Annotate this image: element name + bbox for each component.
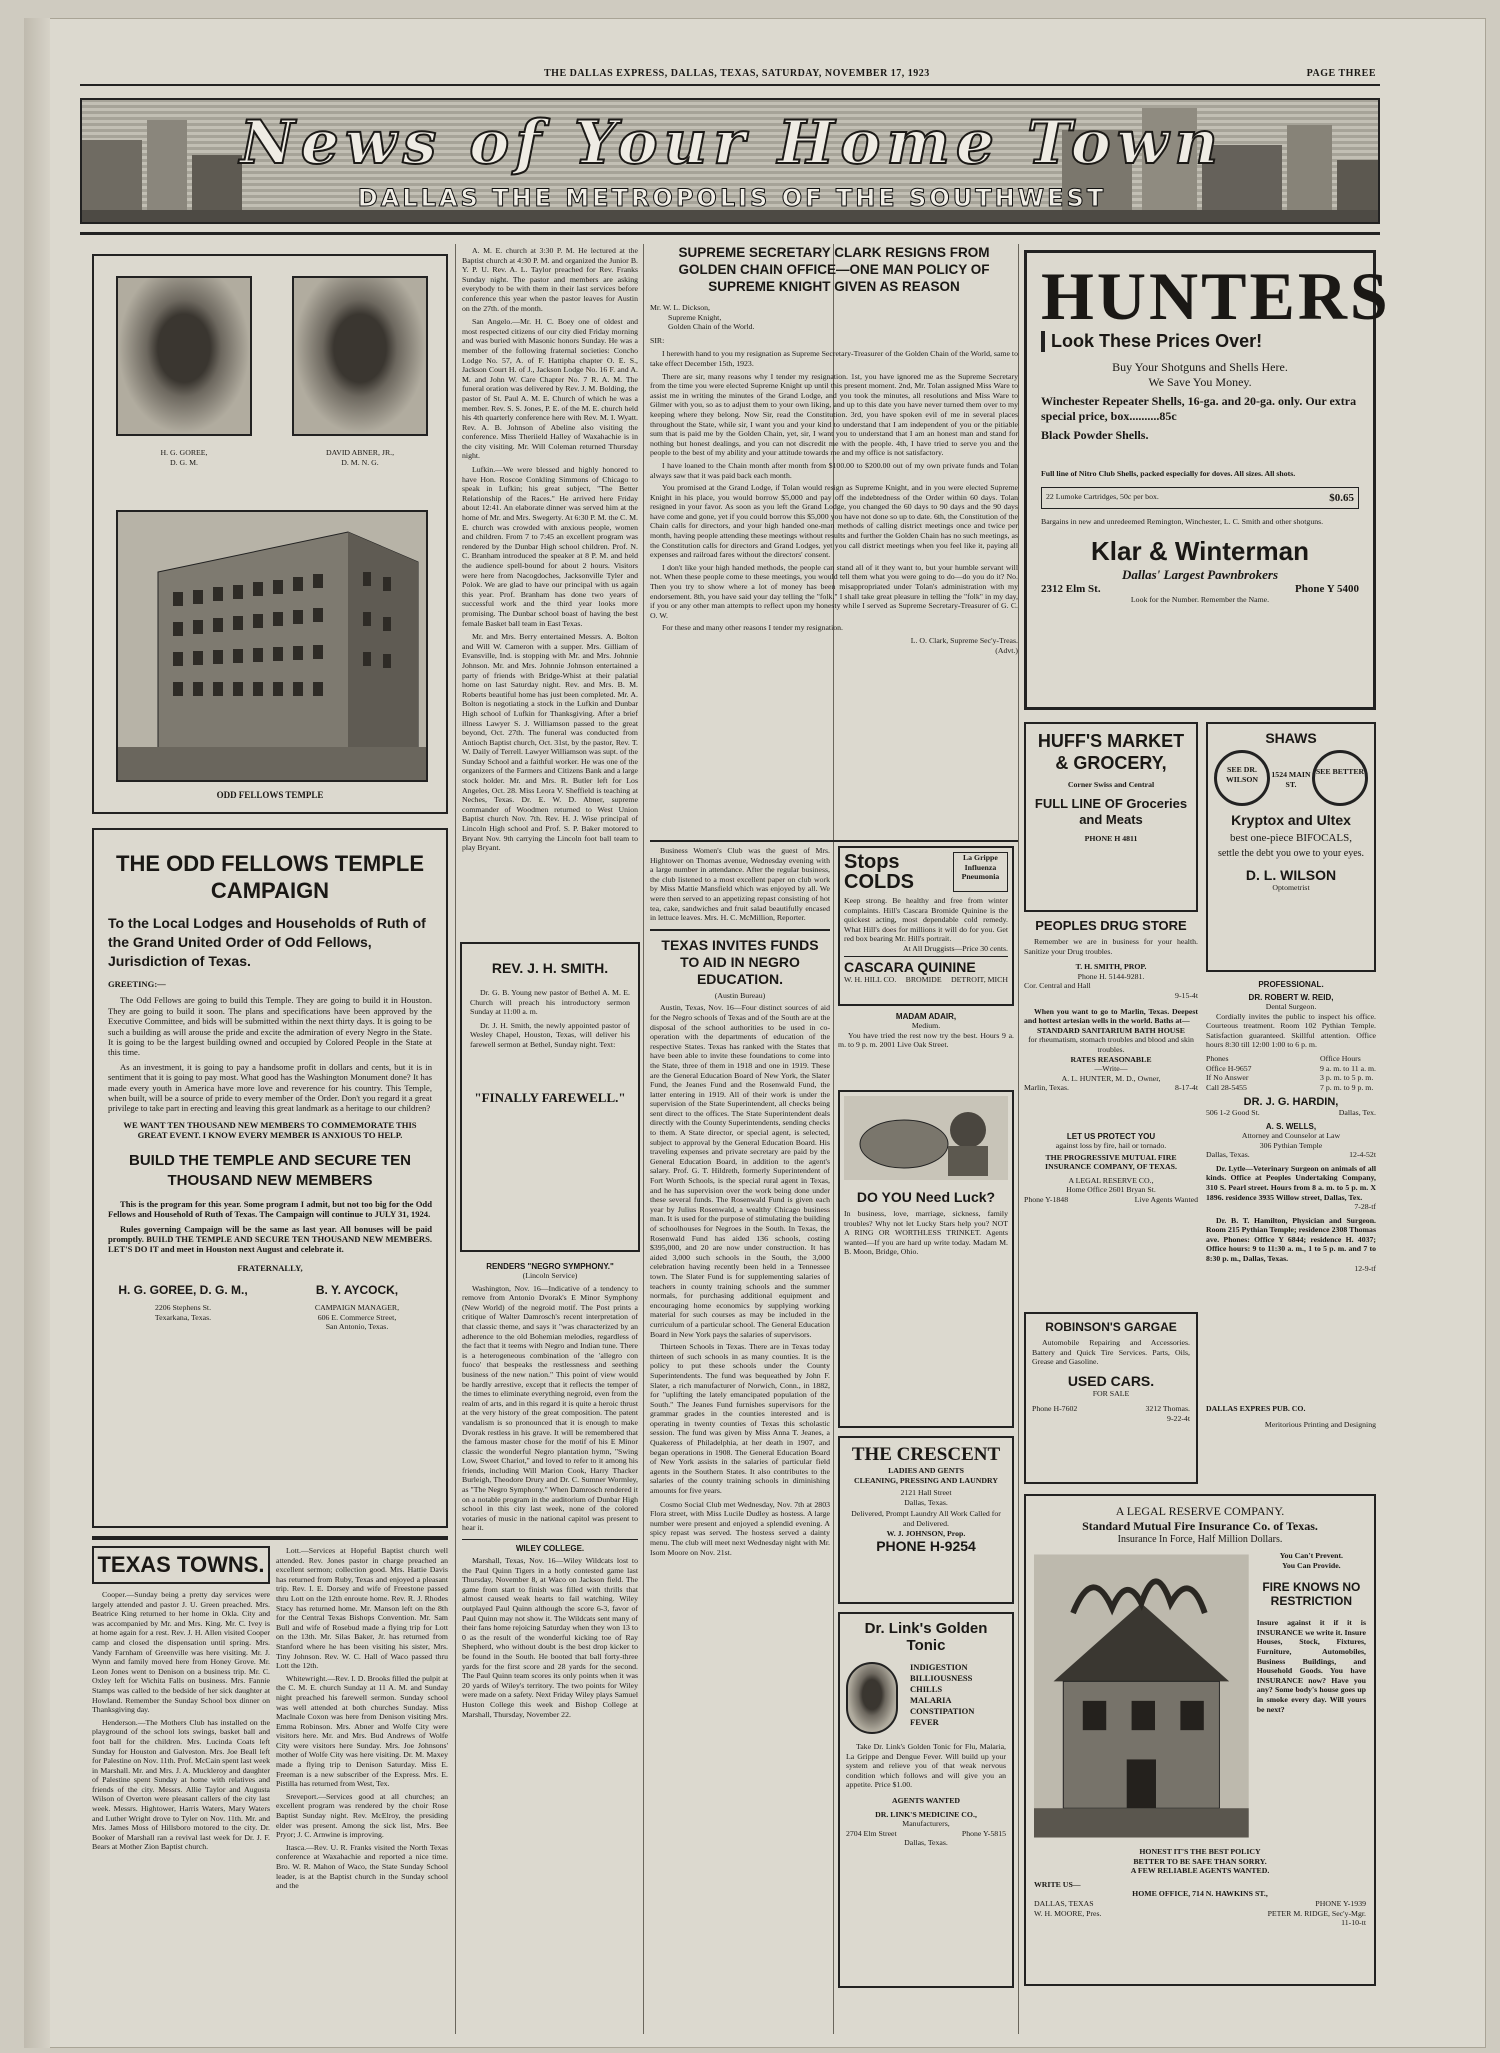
shaws-opt: Optometrist bbox=[1272, 883, 1310, 892]
klar-look: Look for the Number. Remember the Name. bbox=[1130, 595, 1270, 605]
marlin-owner: A. L. HUNTER, M. D., Owner, bbox=[1061, 1073, 1161, 1083]
link-title: Dr. Link's Golden Tonic bbox=[864, 1620, 988, 1654]
huff-corner: Corner Swiss and Central bbox=[1067, 780, 1155, 789]
towns-lott: Lott.—Services at Hopeful Baptist church well attended. Rev. Jones pastor in charge preached an excellent sermon; collection good. Mrs. Hattie Davis has returned from Ruby, Texas and enjoyed a pleasant trip. Rev. I. E. Dorsey and wife of Freestone passed thru Lott on the 12th enroute home. Rev. R. J. Rhodes Stacy has returned home. Mr. Manson left on the 8th for the Central Texas Bishops Convention. Mr. Sam Bull and wife of Rosebud made a flying trip for Lott on the 13th. Mr. Silas Baker, Jr. has returned from Stanford where he has been visiting his sister, Mrs. Tiny Johnson. Rev. W. C. Hall of Waco passed thru Lott the 12th. bbox=[276, 1546, 448, 1671]
temple-caption: ODD FELLOWS TEMPLE bbox=[216, 790, 324, 800]
clark-p1: I herewith hand to you my resignation as Supreme Secretary-Treasurer of the Golden Chain of the World, same to take effect December 15th, 1923. bbox=[650, 349, 1018, 368]
col2-lufkin-2: Mr. and Mrs. Berry entertained Messrs. A. Bolton and Will W. Cameron with a supper. Mrs. Gilliam of Evansville, Ind. is stopping with Mr. and Mrs. Johnnie Johnson. Mr. and Mrs. Johnnie Johnson entertained a party of friends with Bridge-Whist at their palatial home on last Saturday night. Rev. and Mrs. B. M. Roberts beautiful home has just been completed. Mr. A. Bolton is negotiating a stock in the Lufkin and Dunbar High school of Lufkin for Thanksgiving. After a brief illness Lawyer S. J. Williamson passed to the great beyond, Oct. 27th. The funeral was conducted from Antioch Baptist church, Oct. 31st, by the pastor, Rev. T. W. Daily of Terrell. Lawyer Williamson was supt. of the Sunday School and a faithful worker. He was one of the organizers of the Farmers and Citizens Bank and a large stock holder. Mr. and Mrs. R. Butler left for Los Angeles, Oct. 28. Miss Leora V. Sheffield is teaching at Neches, Texas. Dr. E. W. D. Abner, supreme commander of Woodmen returned to West Union Baptist church Nov. 7th. Rev. H. J. Wise principal of Lincoln High school and Prof. S. P. Baker motored to Bryant Nov. 9th carrying the Lincoln foot ball team to play Bryant. bbox=[462, 632, 638, 853]
peoples-drug-ad bbox=[1024, 918, 1198, 1128]
column-rule-4 bbox=[1018, 244, 1019, 2034]
colds-price: At All Druggists—Price 30 cents. bbox=[902, 943, 1008, 953]
insure-text: Insure against it if it is INSURANCE we write it. Insure Houses, Stock, Fixtures, Furniture, Automobiles, Business Buildings, and Household Goods. You have INSURANCE now? Have you any? Some body's house goes up in smoke every day. Will yours be next? bbox=[1256, 1618, 1366, 1714]
mutual-force: Insurance In Force, Half Million Dollars. bbox=[1117, 1534, 1283, 1545]
page-label: PAGE THREE bbox=[1306, 68, 1376, 79]
funds-text2: Thirteen Schools in Texas. There are in Texas today thirteen of such schools in as many counties. It is the policy to put these schools under the County Superintendents. The fund was bequeathed by John F. Slater, a rich manufacturer of Norwich, Conn., in 1882, for "uplifting the lately emancipated population of the South." The Jeanes Fund furnishes supervisors for the grammar grades in the counties interested and is operating in twenty counties of Texas this scholastic session. The fund was given by Miss Anna T. Jeanes, a Quakeress of Philadelphia, at her death in 1907, and began operations in 1908. The General Education Board of New York assists in the salaries of particular field agents in the Southern States. It also contributes to the salaries of the county training schools in diminishing amounts for five years. bbox=[650, 1342, 830, 1496]
peoples-phone: Phone H. 5144-9281. bbox=[1077, 971, 1145, 981]
portrait2-title: D. M. N. G. bbox=[341, 457, 379, 467]
klar-sub: Dallas' Largest Pawnbrokers bbox=[1121, 567, 1278, 583]
peoples-corner: Cor. Central and Hall bbox=[1024, 981, 1091, 991]
dallas-expres-ad bbox=[1206, 1404, 1376, 1474]
mutual-legal: A LEGAL RESERVE COMPANY. bbox=[1115, 1504, 1285, 1518]
crescent-proprietor: W. J. JOHNSON, Prop. bbox=[886, 1528, 966, 1538]
huff-line: FULL LINE OF Groceries and Meats bbox=[1034, 795, 1188, 827]
towns-cooper: Cooper.—Sunday being a pretty day services were largely attended and pastor J. U. Green preached. Mrs. Beatrice King returned to her home in Okla. City and was accompanied by Mr. and Mrs. King. Mr. C. Ivey is at home again for a rest. Rev. J. H. Allen visited Cooper camp and closed the dispensation until spring. Mrs. Vandy Farnham of Greenville was here visiting. Mr. J. Wynn and family moved here from Honey Grove. Mr. Leon Jones went to Denison on a business trip. Mr. C. Oxley left for Wichita Falls on business. Mrs. Fannie Stamps was called to the bedside of her sick daughter at Howland. Remember the Sunday School box dinner on Thanksgiving day. bbox=[92, 1590, 270, 1715]
adair-sub: Medium. bbox=[911, 1021, 941, 1030]
robinson-phone: Phone H-7602 bbox=[1032, 1404, 1078, 1414]
shaws-optometrist-ad bbox=[1206, 722, 1376, 972]
col2-lufkin: Lufkin.—We were blessed and highly honored to have Hon. Roscoe Conkling Simmons of Chicago to speak in Lufkin; his great subject, "The Better Relationship of the Races." He arrived here Friday about 12:41. An elaborate dinner was served him at the home of Mr. and Mrs. Swegerty. At 6:30 P. M. the C. M. E. church was crowded with anxious people, women and children. From 7 to 7:45 an excellent program was rendered by the Dunbar High school children. Prof. N. C. Branham introduced the speaker at 8 P. M. and held the audience spell-bound for about 2 hours. Visitors were here from Nacogdoches, Jacksonville Tyler and Polok. We are glad to have our principal with us again this year. Prof. Branham has done two years of successful work and the third year looks more promising. The Dunbar school boast of having the best female Basket ball team in East Texas. bbox=[462, 465, 638, 628]
wells-code: 12-4-52t bbox=[1349, 1150, 1376, 1160]
link-ailment-6: FEVER bbox=[910, 1717, 939, 1727]
hamilton-code: 12-9-tf bbox=[1354, 1263, 1376, 1273]
progressive-name: THE PROGRESSIVE MUTUAL FIRE INSURANCE COMPANY, OF TEXAS. bbox=[1045, 1152, 1177, 1172]
link-company: DR. LINK'S MEDICINE CO., bbox=[875, 1809, 977, 1819]
shaws-best: best one-piece BIFOCALS, bbox=[1230, 832, 1352, 844]
hunters-powder: Black Powder Shells. bbox=[1041, 428, 1149, 442]
signature2-address1: CAMPAIGN MANAGER, bbox=[314, 1303, 400, 1313]
for-sale: FOR SALE bbox=[1092, 1388, 1130, 1398]
campaign-article bbox=[92, 828, 448, 1528]
campaign-paragraph-2: As an investment, it is going to pay a handsome profit in dollars and cents, but it is in sentiment that it is going to pay most. What good has the Washington Monument done? It has made every youth in America have more love and reverence for his country. This Temple, when built, will be a source of pride to every member of the Order. Don't you regard it a great privilege to take part in erecting and leaving this great landmark as a heritage to our children? bbox=[108, 1061, 432, 1114]
link-text: Take Dr. Link's Golden Tonic for Flu, Malaria, La Grippe and Dengue Fever. Will build up your system and relieve you of that weak nervous condition which follows and will give you an appetite. Price $1.00. bbox=[846, 1742, 1006, 1790]
hunters-text2: We Save You Money. bbox=[1148, 375, 1252, 389]
campaign-fraternally: FRATERNALLY, bbox=[237, 1262, 303, 1273]
signature1-address2: Texarkana, Texas. bbox=[154, 1312, 212, 1322]
masthead-title: News of Your Home Town bbox=[239, 108, 1225, 178]
reid-name: DR. ROBERT W. REID, bbox=[1248, 993, 1334, 1002]
fire-knows: FIRE KNOWS NO RESTRICTION bbox=[1262, 1580, 1361, 1609]
link-ailment-3: CHILLS bbox=[910, 1684, 943, 1694]
colds-text: Keep strong. Be healthy and free from winter complaints. Hill's Cascara Bromide Quinine is the quickest acting, most dependable cold remedy. What Hill's does for millions it will do for you. Get red box bearing Mr. Hill's portrait. bbox=[844, 896, 1008, 944]
progressive-phone: Phone Y-1848 bbox=[1024, 1194, 1069, 1204]
lucky-stars-illustration bbox=[844, 1096, 1008, 1180]
symphony-title: RENDERS "NEGRO SYMPHONY." bbox=[486, 1262, 614, 1271]
peoples-title: PEOPLES DRUG STORE bbox=[1035, 918, 1187, 933]
crescent-sub2: CLEANING, PRESSING AND LAUNDRY bbox=[854, 1475, 998, 1485]
texas-towns-col-b bbox=[276, 1546, 448, 2026]
shaws-kryptox: Kryptox and Ultex bbox=[1231, 812, 1351, 828]
marlin-write: —Write— bbox=[1094, 1064, 1128, 1074]
masthead-banner bbox=[80, 98, 1380, 224]
shaws-settle: settle the debt you owe to your eyes. bbox=[1217, 848, 1365, 859]
dr-link-portrait bbox=[846, 1662, 898, 1734]
towns-henderson: Henderson.—The Mothers Club has installed on the playground of the school lots swings, basket ball and foot ball for the children. Mrs. Lucinda Coats left Sunday for Houston and Galveston. Mrs. Joe Beall left for Palestine on Nov. 11th. Prof. McCain spent last week in Marshall. Mr. and Mrs. J. A. Muckleroy and daughter of Palestine spent Sunday at home with relatives and friends of the city. Messrs. Allie Taylor and Augusta Wilson of Overton were pleasant callers of the city last week. Messrs. Hightower, Harris Waters, Mary Waters and Luther Wright drove to Tyler on Nov. 11th. Mr. and Mrs. James Moss of Hillsboro motored to the city. Dr. Booker of Marshall ran a revival last week for Dr. J. F. Bears at Mother Zion Baptist church. bbox=[92, 1717, 270, 1852]
clark-rule bbox=[650, 840, 1018, 842]
hardin-address: 506 1-2 Good St. bbox=[1206, 1108, 1260, 1118]
campaign-signatures bbox=[108, 1283, 432, 1332]
robinson-title: ROBINSON'S GARGAE bbox=[1045, 1320, 1177, 1334]
portrait-abner-photo bbox=[292, 276, 428, 436]
funds-title: TEXAS INVITES FUNDS TO AID IN NEGRO EDUCATION. bbox=[661, 936, 819, 987]
clark-p6: For these and many other reasons I tender my resignation. bbox=[662, 623, 844, 633]
campaign-subtitle: To the Local Lodges and Households of Ruth of the Grand United Order of Odd Fellows, Jurisdiction of Texas. bbox=[108, 915, 426, 969]
col2-text1: A. M. E. church at 3:30 P. M. He lectured at the Baptist church at 4:30 P. M. and organized the Junior B. Y. P. U. Rev. A. L. Taylor preached for Rev. Franks Sunday night. The pastor and members are asking everybody to be with them in their last services before conference this year when the pastor leaves for Austin on the 27th. of the month. bbox=[462, 246, 638, 313]
lytle-code: 7-28-tf bbox=[1354, 1202, 1376, 1212]
shaws-name: D. L. WILSON bbox=[1245, 867, 1337, 883]
cascara-quinine: CASCARA QUININE bbox=[844, 958, 976, 975]
texas-towns-title: TEXAS TOWNS. bbox=[92, 1546, 270, 1584]
can-provide: You Can Provide. bbox=[1282, 1560, 1341, 1570]
clark-sir: SIR: bbox=[650, 335, 665, 345]
link-ailment-4: MALARIA bbox=[910, 1695, 952, 1705]
klar-address: 2312 Elm St. bbox=[1041, 583, 1101, 596]
wells-name: A. S. WELLS, bbox=[1265, 1121, 1317, 1131]
hunters-text1: Buy Your Shotguns and Shells Here. bbox=[1112, 360, 1288, 374]
clark-p3: I have loaned to the Chain month after month from $100.00 to $200.00 out of my own private funds and Tolan always saw that it was paid back each month. bbox=[650, 460, 1018, 480]
better-line: BETTER TO BE SAFE THAN SORRY. bbox=[1133, 1856, 1267, 1866]
page-fold-shadow bbox=[24, 18, 50, 2048]
hunters-look: Look These Prices Over! bbox=[1041, 331, 1359, 352]
masthead-rule bbox=[80, 232, 1380, 235]
luck-text: In business, love, marriage, sickness, family troubles? Why not let Lucky Stars help you? NOT A RING OR WORTHLESS TRINKET. Agents wanted—If you are hard up write today. Madam M. B. Moon, Bridge, Ohio. bbox=[844, 1209, 1008, 1257]
mutual-secretary: PETER M. RIDGE, Sec'y-Mgr. bbox=[1267, 1908, 1366, 1918]
texas-towns-col-a bbox=[92, 1546, 270, 2026]
symphony-text: Washington, Nov. 16—Indicative of a tendency to remove from Antonio Dvorak's E Minor Symphony (New World) of the negroid motif. The Post prints a critique of Walter Damrosch's recent interpretation of that classic theme, and says it "was characterized by an adherence to the old Bohemian melodies, regardless of the fact that it teems with Negro and Indian tune. There is a heterogeneous combination of the 'allegro con fuoco' that bespeaks the restlessness and seething business of the new nation." This point of view would be hardly arrestive, except that it reflects the temper of the times to eliminate everything negroid, even from the realm of arts, and in this regard it is quite a heroic thrust at the very history of the great composition. The patent vandalism is so pronounced that it is enough to make Dvorak restless in his grave. It will be remembered that the famous master chose for the motif of his E Minor classic the wonderful Negro plantation hymn, "Swing Low, Sweet Chariot," and loved to refer to it among his friends, including Will Marion Cook, Harry Thacker Burleigh, Theodore Drury and Dr. C. Sumner Wormley, as "The Negro Symphony." When Damrosch rendered it on a notable program in the auditorium of Dunbar High school in this city last week, none of the colored votaries of music in the national capitol was present to hear it. bbox=[462, 1283, 638, 1533]
link-ailment-2: BILLIOUSNESS bbox=[910, 1673, 973, 1683]
clark-headline: SUPREME SECRETARY CLARK RESIGNS FROM GOLDEN CHAIN OFFICE—ONE MAN POLICY OF SUPREME KNIGHT GIVEN AS REASON bbox=[678, 245, 990, 294]
cosmos-club: Cosmo Social Club met Wednesday, Nov. 7th at 2803 Flora street, with Miss Lucile Dudley as hostess. A large number were present and enjoyed a splendid evening. A spicy repast was served. The hostess served a dainty menu. The club will meet next Wednesday night with Mr. Isom Moore on Nov. 21st. bbox=[650, 1499, 830, 1557]
protect-text: against loss by fire, hail or tornado. bbox=[1055, 1141, 1167, 1150]
marlin-rates: RATES REASONABLE bbox=[1070, 1054, 1152, 1064]
campaign-subhead: BUILD THE TEMPLE AND SECURE TEN THOUSAND NEW MEMBERS bbox=[129, 1151, 411, 1189]
clark-p2: There are sir, many reasons why I tender my resignation. 1st, you have ignored me as the Supreme Secretary from the time you were elected Supreme Knight up until this present moment. 2nd, Mr. Tolan assigned Miss Ware to assist me in writing the minutes of the Grand Lodge, and you took the minutes, all resolutions and Miss Ware to Gilmer with you, so as to adjust them to your own liking, and up to this date you have never turned them over to my keeping where they belong. Now Sir, read the Constitution. 3rd, you have spoken evil of me in several places throughout the State, while sir, I want you and your kind to understand that I am independent of you or the pitiable sum that is paid me by the Golden Chain, yet, sir, I want you to understand that I am an honest man and stand for nothing but honest dealings, and you can not discredit me with the people. 4th, I have tried to serve you and the people to the best of my ability and your attitude towards me and my office is not satisfactory. bbox=[650, 371, 1018, 458]
towns-whitewright: Whitewright.—Rev. I. D. Brooks filled the pulpit at the C. M. E. church Sunday at 11 A. M. and Sunday night preached his farewell sermon. Sunday school was well attended at both churches Sunday. Miss Maclnale Coxon was here from Denison visiting Mrs. Emma Robinson. Mrs. Abner and Wolfe City were visitors here. Mr. and Mrs. Bud Andrews of Wolfe City were visitors here Sunday. Mrs. Joe Johnsons' mother of Wolfe City was here visiting. Dr. M. Maxey made a flying trip to Denison Saturday. Miss E. Freeman is a new subscriber of the Express. Mrs. E. Pistilla has returned from West, Tex. bbox=[276, 1673, 448, 1789]
robinson-text: Automobile Repairing and Accessories. Battery and Quick Tire Services. Parts, Oils, Grease and Gasoline. bbox=[1032, 1338, 1190, 1367]
marlin-name: STANDARD SANITARIUM BATH HOUSE bbox=[1037, 1025, 1185, 1035]
crescent-sub1: LADIES AND GENTS bbox=[888, 1466, 964, 1475]
adair-ad bbox=[838, 1012, 1014, 1084]
hours-1: 9 a. m. to 11 a. m. bbox=[1319, 1063, 1376, 1073]
hunters-text3: Winchester Repeater Shells, 16-ga. and 20-ga. only. Our extra special price, box..........85c bbox=[1041, 394, 1357, 423]
hardin-city: Dallas, Tex. bbox=[1338, 1108, 1376, 1118]
crescent-addr: 2121 Hall Street bbox=[900, 1488, 952, 1498]
dr-link-ad bbox=[838, 1612, 1014, 1988]
hunters-small: Full line of Nitro Club Shells, packed especially for doves. All sizes. All shots. bbox=[1041, 469, 1296, 478]
reid-text: Cordially invites the public to inspect his office. Courteous treatment. Room 102 Pythian Temple. Satisfaction guaranteed. Skillful attention. Office hours 8:30 till 12:00 1:00 to 6 p. m. bbox=[1206, 1011, 1376, 1050]
signature2-address3: San Antonio, Texas. bbox=[325, 1322, 389, 1332]
shaws-main: 1524 MAIN ST. bbox=[1271, 770, 1311, 789]
adair-text: You have tried the rest now try the best. Hours 9 a. m. to 9 p. m. 2001 Live Oak Street. bbox=[838, 1030, 1014, 1050]
campaign-paragraph-4: This is the program for this year. Some program I admit, but not too big for the Odd Fellows and Household of Ruth of Texas. The Campaign will continue to JULY 31, 1924. bbox=[108, 1198, 432, 1220]
mutual-city: DALLAS, TEXAS bbox=[1034, 1898, 1094, 1908]
write-us: WRITE US— bbox=[1034, 1879, 1081, 1889]
cant-prevent: You Can't Prevent. bbox=[1279, 1551, 1343, 1560]
link-ailments bbox=[910, 1662, 974, 1734]
portrait1-title: D. G. M. bbox=[170, 457, 198, 467]
mutual-office: HOME OFFICE, 714 N. HAWKINS ST., bbox=[1132, 1889, 1268, 1899]
hours-3: 7 p. m. to 9 p. m. bbox=[1319, 1082, 1374, 1092]
smith-title: REV. J. H. SMITH. bbox=[491, 960, 609, 976]
funds-text: Austin, Texas, Nov. 16—Four distinct sources of aid for the Negro schools of Texas and of the South are at the disposal of the school authorities to be used in co-operation with the departments of education of the respective States. Texas has ranked with the States that have been able to invite these foundations to come into the State, three of them in 1918 and one in 1919. These are the General Education Board of New York, the Slater Fund, the Jeanes Fund and the Rosenwald Fund, the latter entering in 1919. All of their work is under the supervision of the State Superintendent, all checks being sent direct to the offices. The State Superintendent deals directly with the County Superintendents, sending checks to them. A State director, or special agent, is selected, subject to approval by the General Education Board. His traveling expenses and private secretary are paid by the General Education Board, in addition to the agent's salary. Prof. G. T. Hildreth, formerly Superintendent of Fort Worth Schools, is the special rural agent in Texas, and he has supervision over the work being done under these several funds. The Rosenwald Fund is given each year by Julius Rosenwald, a wealthy Chicago business man. It is used for the purpose of stimulating the building of schoolhouses for Negroes in the South. In Texas, the Rosenwald Fund has aided 136 schools, costing $395,000, and 20 are now under construction. It has aided 3,000 such schools in the South, the 3,000 celebration having recently been held in a Tennessee town. The Slater Fund is for supplementing salaries of teachers in county training schools and the summer normals, for purchasing additional equipment and encouraging home economics by supplying working material for such courses as may be included in the curriculum of a particular school. The General Education Board in New York pays the salaries of supervisors. bbox=[650, 1003, 830, 1339]
mutual-president: W. H. MOORE, Pres. bbox=[1034, 1908, 1102, 1918]
standard-mutual-ad bbox=[1024, 1494, 1376, 1986]
towns-rule bbox=[92, 1536, 448, 1540]
wells-city: Dallas, Texas. bbox=[1206, 1150, 1250, 1160]
professional-directory bbox=[1206, 980, 1376, 1400]
wiley-text: Marshall, Texas, Nov. 16—Wiley Wildcats lost to the Paul Quinn Tigers in a hotly contested game last Thursday, November 8, at Waco on Jackson field. The game from start to finish was filled with thrills that almost caused weak hearts to fail watching. Wiley outplayed Paul Quinn although the score 6-3, favor of Paul Quinn may not show it. The Wildcats sent many of their fans home rejoicing Saturday when they won 13 to 0 as the result of the wonderful kicking toe of Ray Shepherd, who without doubt is the best drop kicker to be found in the South. He booted that ball forty-three yards for the first score and 28 yards for the second. The Paul Quinn team scores its only points when it was 20 yards of Wiley's territory. The two points for Wiley were made on a safety. Next Friday Wiley plays Samuel Huston College this week and Bishop College at Marshall, Thursday, November 22. bbox=[462, 1556, 638, 1719]
masthead-subtitle: DALLAS THE METROPOLIS OF THE SOUTHWEST bbox=[357, 184, 1107, 212]
column2-top bbox=[462, 246, 638, 906]
column-rule-2 bbox=[643, 244, 644, 2034]
hunters-cartridges-price: $0.65 bbox=[1329, 491, 1354, 504]
bromide-label: BROMIDE bbox=[905, 974, 942, 984]
burning-house-illustration bbox=[1034, 1551, 1249, 1841]
link-address: 2704 Elm Street bbox=[846, 1828, 897, 1838]
smith-notice-box bbox=[460, 942, 640, 1252]
klar-winterman: Klar & Winterman bbox=[1091, 536, 1309, 567]
hunters-ad bbox=[1024, 250, 1391, 710]
hunters-title: HUNTERS bbox=[1041, 258, 1391, 334]
mutual-phone: PHONE Y-1939 bbox=[1315, 1898, 1366, 1908]
link-city: Dallas, Texas. bbox=[904, 1838, 948, 1848]
shaws-title: SHAWS bbox=[1265, 730, 1317, 746]
adair-title: MADAM ADAIR, bbox=[895, 1012, 957, 1021]
luck-title: DO YOU Need Luck? bbox=[856, 1189, 996, 1205]
link-phone: Phone Y-5815 bbox=[961, 1828, 1006, 1838]
huffs-market-ad bbox=[1024, 722, 1198, 912]
newspaper-dateline bbox=[80, 64, 1380, 86]
clark-advt: (Advt.) bbox=[995, 645, 1018, 655]
odd-fellows-temple-illustration bbox=[116, 510, 428, 782]
home-office: Home Office 2601 Bryan St. bbox=[1066, 1185, 1156, 1195]
shaws-see1: SEE DR. WILSON bbox=[1214, 750, 1270, 806]
progressive-insurance-ad bbox=[1024, 1132, 1198, 1322]
progressive-agents: Live Agents Wanted bbox=[1134, 1194, 1198, 1204]
portrait-goree-photo bbox=[116, 276, 252, 436]
colds-headline: Stops COLDS bbox=[844, 851, 914, 893]
phones-no-answer: If No Answer bbox=[1206, 1073, 1249, 1083]
campaign-title: THE ODD FELLOWS TEMPLE CAMPAIGN bbox=[116, 851, 424, 903]
professional-title: PROFESSIONAL. bbox=[1258, 980, 1324, 989]
expres-text: Meritorious Printing and Designing bbox=[1264, 1419, 1376, 1429]
towns-shreveport: Sreveport.—Services good at all churches; an excellent program was rendered by the choir Rose Baptist Sunday night. Rev. McElroy, the presiding elder was present. Among the sick list, Mrs. Bee Pryor; J. C. Arnwine is improving. bbox=[276, 1791, 448, 1840]
marlin-code: 8-17-4t bbox=[1175, 1083, 1198, 1093]
reid-title: Dental Surgeon. bbox=[1265, 1002, 1317, 1011]
clark-article bbox=[650, 244, 1018, 834]
colds-ailments: La Grippe Influenza Pneumonia bbox=[953, 852, 1008, 892]
symphony-source: (Lincoln Service) bbox=[522, 1271, 578, 1280]
signature2-address2: 606 E. Commerce Street, bbox=[317, 1312, 397, 1322]
mutual-name: Standard Mutual Fire Insurance Co. of Texas. bbox=[1082, 1519, 1318, 1533]
column2-bottom bbox=[462, 1262, 638, 2022]
lytle-text: Dr. Lytle—Veterinary Surgeon on animals of all kinds. Office at Peoples Undertaking Company, 310 S. Pearl street. Hours from 8 a. m. to 5 p. m. X 1896. residence 3935 Willow street, Dallas, Tex. bbox=[1206, 1163, 1376, 1202]
column3-lower bbox=[650, 846, 830, 2026]
robinsons-garage-ad bbox=[1024, 1312, 1198, 1484]
marlin-city: Marlin, Texas. bbox=[1024, 1083, 1069, 1093]
few-agents: A FEW RELIABLE AGENTS WANTED. bbox=[1130, 1866, 1270, 1876]
robinson-code: 9-22-4t bbox=[1167, 1413, 1190, 1423]
odd-fellows-photo-box bbox=[92, 254, 448, 814]
campaign-paragraph-5: Rules governing Campaign will be the same as last year. All bonuses will be paid promptly. BUILD THE TEMPLE AND SECURE TEN THOUSAND NEW MEMBERS. LET'S DO IT and meet in Houston next August and celebrate it. bbox=[108, 1223, 432, 1255]
robinson-address: 3212 Thomas. bbox=[1145, 1404, 1190, 1414]
wells-address: 306 Pythian Temple bbox=[1259, 1140, 1323, 1150]
legal-reserve: A LEGAL RESERVE CO., bbox=[1068, 1175, 1154, 1185]
business-womens-club: Business Women's Club was the guest of Mrs. Hightower on Thomas avenue, Wednesday evening with a large number in attendance. After the regular business, the club listened to a most excellent paper on club work by Miss Mattie Mansfield which was enjoyed by all. We were then served to an appetizing repast consisting of hot tea, cake, sandwiches and fruit salad beautifully encased in lettuce leaves. Mrs. H. C. McMillion, Reporter. bbox=[650, 846, 830, 923]
shaws-see2: SEE BETTER bbox=[1312, 750, 1368, 806]
protect-title: LET US PROTECT YOU bbox=[1066, 1132, 1156, 1141]
link-ailment-5: CONSTIPATION bbox=[910, 1706, 975, 1716]
dateline-text: THE DALLAS EXPRESS, DALLAS, TEXAS, SATURDAY, NOVEMBER 17, 1923 bbox=[544, 68, 930, 79]
phones-call: Call 28-5455 bbox=[1206, 1082, 1247, 1092]
clark-addr1: Mr. W. L. Dickson, bbox=[650, 303, 710, 312]
marlin-text: When you want to go to Marlin, Texas. Deepest and hottest artesian wells in the world. Baths at— bbox=[1024, 1006, 1198, 1026]
signature1-address1: 2206 Stephens St. bbox=[154, 1303, 212, 1313]
crescent-ad bbox=[838, 1436, 1014, 1604]
towns-itasca: Itasca.—Rev. U. R. Franks visited the North Texas conference at Waxahachie and reported a nice time. Bro. W. R. Mahon of Waco, the State Sunday School leader, is at the Baptist church in the Sunday school and the bbox=[276, 1842, 448, 1891]
hunters-bargains: Bargains in new and unredeemed Remington, Winchester, L. C. Smith and other shotguns. bbox=[1041, 516, 1324, 526]
funds-source: (Austin Bureau) bbox=[714, 990, 766, 1000]
link-mfr: Manufacturers, bbox=[902, 1819, 950, 1829]
campaign-paragraph-1: The Odd Fellows are going to build this Temple. They are going to build it in Houston. They are going to build it soon. The plans and specifications have been approved by the Executive Committee, and bids will be submitted within the next thirty days. It is going to be such a building as will arouse the pride and excite the admiration of every Negro in the State. It is going to be the largest building owned and occupied by Colored People in the State at this time. bbox=[108, 995, 432, 1058]
smith-text2: Dr. J. H. Smith, the newly appointed pastor of Wesley Chapel, Houston, Texas, will deliver his farewell sermon at Bethel, Sunday night. Text: bbox=[470, 1020, 630, 1049]
colds-ad bbox=[838, 846, 1014, 1006]
huff-title: HUFF'S MARKET & GROCERY, bbox=[1037, 731, 1185, 773]
signature1-name: H. G. GOREE, D. G. M., bbox=[118, 1283, 248, 1298]
portrait1-name: H. G. GOREE, bbox=[160, 448, 208, 457]
link-ailment-1: INDIGESTION bbox=[910, 1662, 968, 1672]
portrait2-name: DAVID ABNER, JR., bbox=[325, 448, 395, 457]
peoples-prop: T. H. SMITH, PROP. bbox=[1075, 962, 1147, 972]
hours-label: Office Hours bbox=[1319, 1053, 1361, 1063]
phones-label: Phones bbox=[1206, 1053, 1229, 1063]
huff-phone: PHONE H 4811 bbox=[1084, 833, 1138, 843]
link-agents: AGENTS WANTED bbox=[891, 1795, 961, 1805]
peoples-text: Remember we are in business for your health. Sanitize your Drug troubles. bbox=[1024, 937, 1198, 956]
smith-text1: Dr. G. B. Young new pastor of Bethel A. M. E. Church will preach his introductory sermon Sunday at 11:00 a. m. bbox=[470, 988, 630, 1017]
hardin-name: DR. J. G. HARDIN, bbox=[1243, 1096, 1339, 1109]
wh-hill-co: W. H. HILL CO. bbox=[844, 974, 897, 984]
detroit-label: DETROIT, MICH bbox=[950, 974, 1008, 984]
crescent-delivery: Delivered, Prompt Laundry All Work Called for and Delivered. bbox=[851, 1509, 1001, 1528]
mutual-code: 11-10-tt bbox=[1341, 1918, 1366, 1928]
crescent-phone: PHONE H-9254 bbox=[876, 1538, 976, 1555]
honest-line: HONEST IT'S THE BEST POLICY bbox=[1139, 1847, 1261, 1856]
column-rule-1 bbox=[455, 244, 456, 2034]
expres-title: DALLAS EXPRES PUB. CO. bbox=[1206, 1404, 1306, 1413]
phones-office: Office H-9657 bbox=[1206, 1063, 1252, 1073]
campaign-paragraph-3: WE WANT TEN THOUSAND NEW MEMBERS TO COMMEMORATE THIS GREAT EVENT. I KNOW EVERY MEMBER IS ANXIOUS TO HELP. bbox=[123, 1119, 417, 1141]
campaign-greeting: GREETING:— bbox=[108, 979, 166, 989]
hamilton-text: Dr. B. T. Hamilton, Physician and Surgeon. Room 215 Pythian Temple; residence 2308 Thomas ave. Phones: Office Y 6844; residence H. 4037; Office hours: 9 to 11:30 a. m., 1 to 5 p. m. and 7 to 8:30 p. m., Dallas, Texas. bbox=[1206, 1215, 1376, 1264]
crescent-city: Dallas, Texas. bbox=[904, 1497, 948, 1507]
clark-signature: L. O. Clark, Supreme Sec'y-Treas. bbox=[910, 636, 1018, 645]
used-cars: USED CARS. bbox=[1067, 1372, 1155, 1389]
finally-farewell: "FINALLY FAREWELL." bbox=[474, 1089, 626, 1105]
hunters-cartridges: 22 Lumoke Cartridges, 50c per box. bbox=[1046, 491, 1159, 501]
marlin-for: for rheumatism, stomach troubles and blood and skin troubles. bbox=[1028, 1035, 1194, 1054]
clark-addr2: Supreme Knight, bbox=[668, 312, 722, 322]
clark-addr3: Golden Chain of the World. bbox=[668, 322, 755, 332]
sep-funds bbox=[650, 929, 830, 931]
peoples-code: 9-15-4t bbox=[1175, 990, 1198, 1000]
clark-p4: You promised at the Grand Lodge, if Tolan would resign as Supreme Knight, and in you were elected Supreme Knight in his place, you would borrow $5,000 and pay off the indebtedness of the Order within 60 days. Tolan resigned in your favor. As soon as you left the Grand Lodge, you changed the 60 days to 90 days and the 90 days have come and gone, yet if you could borrow this $5,000 you have not done so up to date. 6th, the Constitution of the Chain calls for directors, and your high handed one-man methods of calling district meetings once and twice per month, having people attending these meetings without results and further the Golden Chain has no such meetings, as the Constitution calls for directors and Grand Lodges, yet you call district meetings when you feel like it, paying all expenses and railroad fares without the directors' consent. bbox=[650, 483, 1018, 560]
crescent-title: THE CRESCENT bbox=[851, 1444, 1001, 1465]
clark-p5: I don't like your high handed methods, the people can stand all of it they want to, but your humble servant will not. When these people come to these meetings, you would tell them what you were going to do—do you do it? No. Then you try to show where a lot of money has been misappropriated under Tolan's administration with my endorsement. 8th, you have said your day telling the "folk." I shall take great pleasure in telling the "folk" in my day, if you or any other man attempts to reflect upon my honesty while I served as Supreme Secretary-Treasurer of G. C. O. W. bbox=[650, 562, 1018, 620]
signature2-name: B. Y. AYCOCK, bbox=[315, 1283, 399, 1298]
lucky-stars-ad bbox=[838, 1090, 1014, 1428]
klar-phone: Phone Y 5400 bbox=[1295, 583, 1359, 596]
wells-title: Attorney and Counselor at Law bbox=[1241, 1130, 1341, 1140]
wiley-title: WILEY COLLEGE. bbox=[462, 1539, 638, 1553]
col2-san-angelo: San Angelo.—Mr. H. C. Boey one of oldest and most respected citizens of our city died Friday morning and was buried with Masonic honors Sunday. He was a member of the following fraternal societies: Concho Lodge No. 57, A. of F. Hattipha chapter O. E. S., Jackson Court H. of J., Jackson Lodge No. 16 F. and A. M. and John W. Care Chapter No. 7 R. A. M. The funeral oration was delivered by Rev. J. M. Bolding, the pastor of St. Paul A. M. E. Church of which he was a member. Rev. S. S. Jones, P. E. of the M. E. church held his 4th quarterly conference here with Rev. M. I. Wyatt. Rev. A. B. Johnson of Abeline also visiting the conference. Miss Theriield Halley of Waxahachie is in the city visiting. Mr. Will Coleman returned Thursday night. bbox=[462, 317, 638, 461]
hours-2: 3 p. m. to 5 p. m. bbox=[1319, 1073, 1374, 1083]
